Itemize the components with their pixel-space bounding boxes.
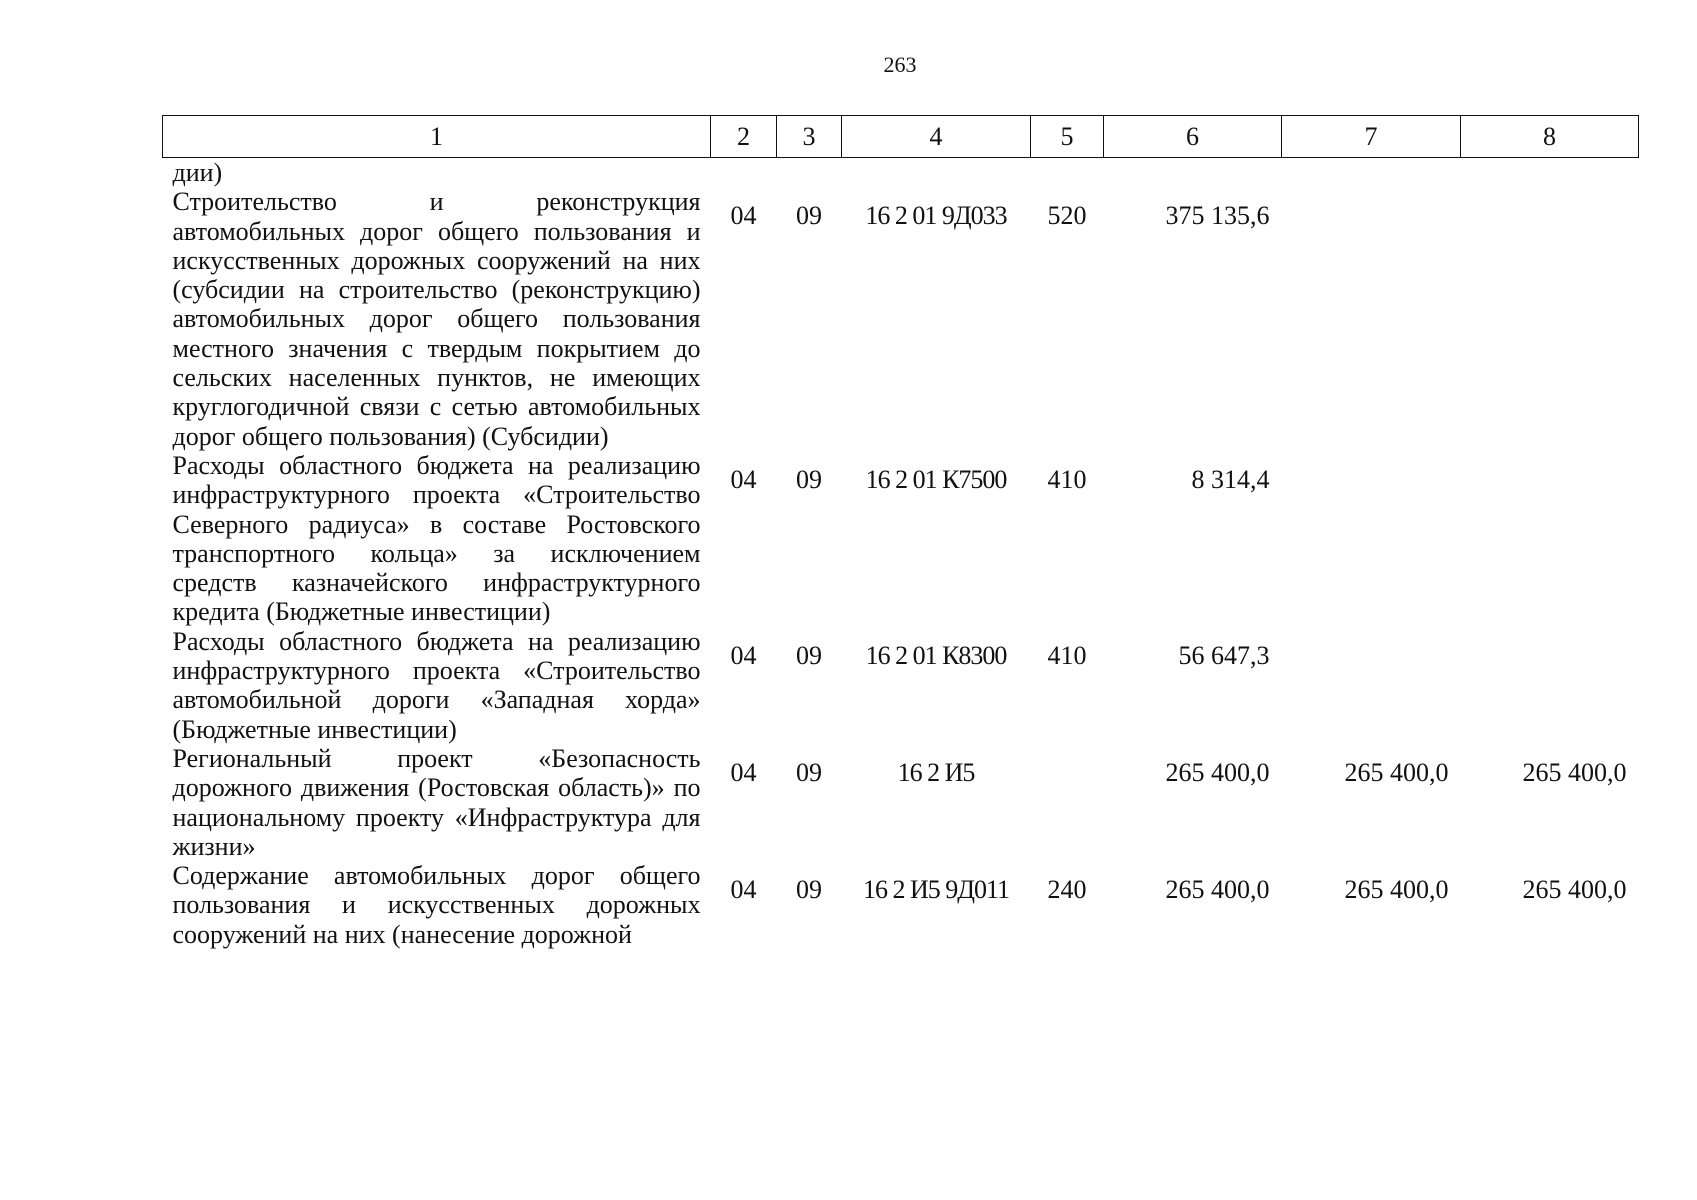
row-subsection: 09: [796, 757, 822, 787]
row-target-code: 16 2 01 К7500: [865, 464, 1007, 494]
row-amount-3: [1461, 187, 1639, 451]
row-expense-type: 240: [1047, 875, 1087, 905]
header-col-6: 6: [1104, 116, 1282, 158]
row-amount-2: 265 400,0: [1344, 875, 1449, 905]
row-name: Содержание автомобильных дорог общего пользования и искусственных дорожных сооружений на них (нанесение дорожной: [172, 861, 701, 949]
row-expense-type: [1031, 744, 1104, 861]
row-section: 04: [730, 757, 757, 787]
row-amount-3: 265 400,0: [1522, 875, 1627, 905]
budget-table: [162, 115, 1639, 949]
header-col-2: 2: [711, 116, 777, 158]
row-amount-1: 8 314,4: [1191, 464, 1270, 494]
row-expense-type: 410: [1047, 464, 1087, 494]
table-row: [163, 627, 1639, 744]
header-col-3: 3: [777, 116, 842, 158]
row-target-code: 16 2 И5: [897, 757, 975, 787]
header-col-4: 4: [842, 116, 1031, 158]
row-section: 04: [730, 201, 757, 231]
row-amount-2: 265 400,0: [1344, 757, 1449, 787]
row-subsection: 09: [796, 201, 822, 231]
row-subsection: 09: [796, 875, 822, 905]
row-section: 04: [730, 875, 757, 905]
row-section: 04: [730, 464, 757, 494]
row-subsection: 09: [796, 640, 822, 670]
row-amount-3: [1461, 451, 1639, 627]
header-col-7: 7: [1282, 116, 1461, 158]
row-name: Строительство и реконструкция автомобильных дорог общего пользования и искусственных дорожных сооружений на них (субсидии на строительство (реконструкцию) автомобильных дорог общего пользования местного значения с твердым покрытием до сельских населенных пунктов, не имеющих круглогодичной связи с сетью автомобильных дорог общего пользования) (Субсидии): [172, 187, 701, 451]
row-target-code: 16 2 01 9Д033: [865, 201, 1007, 231]
header-col-5: 5: [1031, 116, 1104, 158]
row-amount-2: [1282, 451, 1461, 627]
row-amount-3: 265 400,0: [1522, 757, 1627, 787]
table-row: [163, 187, 1639, 451]
continuation-row: [163, 158, 1639, 188]
page-number: 263: [883, 52, 917, 77]
row-target-code: 16 2 И5 9Д011: [862, 875, 1010, 905]
table-row: [163, 861, 1639, 949]
row-name: Региональный проект «Безопасность дорожного движения (Ростовская область)» по национальному проекту «Инфраструктура для жизни»: [172, 743, 701, 861]
row-target-code: 16 2 01 К8300: [865, 640, 1007, 670]
header-col-1: 1: [163, 116, 711, 158]
row-section: 04: [730, 640, 757, 670]
row-amount-2: [1282, 627, 1461, 744]
row-name: Расходы областного бюджета на реализацию инфраструктурного проекта «Строительство Северного радиуса» в составе Ростовского транспортного кольца» за исключением средств казначейского инфраструктурного кредита (Бюджетные инвестиции): [172, 450, 701, 627]
row-expense-type: 520: [1047, 201, 1087, 231]
row-amount-1: 265 400,0: [1165, 757, 1270, 787]
row-amount-3: [1461, 627, 1639, 744]
row-subsection: 09: [796, 464, 822, 494]
table-body: [163, 158, 1639, 950]
row-amount-1: 56 647,3: [1178, 640, 1270, 670]
header-col-8: 8: [1461, 116, 1639, 158]
continuation-text: дии): [172, 158, 223, 187]
header-row: [163, 116, 1639, 158]
row-name: Расходы областного бюджета на реализацию инфраструктурного проекта «Строительство автомобильной дороги «Западная хорда» (Бюджетные инвестиции): [172, 626, 701, 744]
row-amount-1: 265 400,0: [1165, 875, 1270, 905]
row-expense-type: 410: [1047, 640, 1087, 670]
table-row: [163, 451, 1639, 627]
row-amount-1: 375 135,6: [1165, 201, 1270, 231]
row-amount-2: [1282, 187, 1461, 451]
table-row: [163, 744, 1639, 861]
table-header: [163, 116, 1639, 158]
